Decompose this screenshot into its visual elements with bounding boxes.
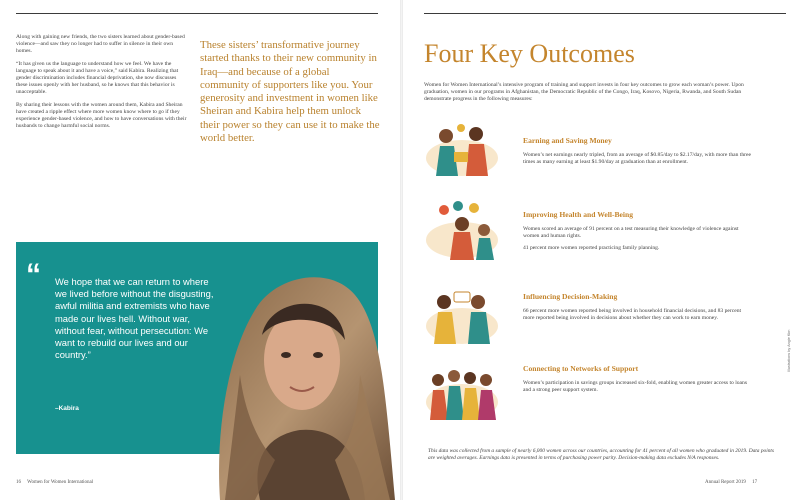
right-top-rule <box>424 13 786 14</box>
outcome-title: Influencing Decision-Making <box>523 292 618 301</box>
page-number: 17 <box>752 480 758 485</box>
women-decision-illustration <box>424 286 500 346</box>
illustration-credit: Illustrations by Angie Kim <box>787 329 791 372</box>
page-gutter <box>400 0 403 500</box>
quote-text: We hope that we can return to where we lived before without the disgusting, awful militia and extremists who have made our lives hell. Without war, without fear, without persecution: We want to rebuild our lives and our country.” <box>55 276 214 361</box>
women-earning-illustration <box>424 118 500 178</box>
women-network-illustration <box>424 362 500 422</box>
body-paragraph: By sharing their lessons with the women around them, Kabira and Sheiran have created a ripple effect where more women know where to go if they experience gender-based violence, and how to have conversations with their husbands to change harmful social norms. <box>16 101 187 130</box>
outcome-title: Connecting to Networks of Support <box>523 364 639 373</box>
outcome-paragraph: Women’s net earnings nearly tripled, from an average of $0.85/day to $2.17/day, with more than three times as many earning at least $1.90/day at graduation than at enrollment. <box>523 152 751 166</box>
left-footer <box>16 480 93 485</box>
right-footer <box>705 480 757 485</box>
org-name: Women for Women International <box>27 480 94 485</box>
women-health-illustration <box>424 200 500 260</box>
outcome-paragraph: Women scored an average of 91 percent on a test measuring their knowledge of violence against women and human rights. <box>523 226 739 240</box>
page-title: Four Key Outcomes <box>424 39 635 68</box>
outcome-title: Earning and Saving Money <box>523 136 612 145</box>
outcome-paragraph: Women’s participation in savings groups increased six-fold, enabling women greater access to loans and a strong peer support system. <box>523 380 748 394</box>
outcome-title: Improving Health and Well-Being <box>523 210 634 219</box>
left-body-column <box>16 34 188 136</box>
kabira-portrait <box>200 255 400 500</box>
outcome-text <box>523 308 753 327</box>
left-top-rule <box>16 13 378 14</box>
page-number: 16 <box>16 480 21 485</box>
intro-paragraph: Women for Women International’s intensive program of training and support invests in four key outcomes to grow each woman’s power. Upon graduation, women in our programs in Afghanistan, the Democratic Republic of the Congo, Iraq, Kosovo, Nigeria, Rwanda, and South Sudan demonstrate progress in the following measures: <box>424 82 744 103</box>
outcome-text <box>523 226 753 257</box>
report-name: Annual Report 2019 <box>705 480 746 485</box>
quote-mark-icon: “ <box>26 258 41 291</box>
body-paragraph: Along with gaining new friends, the two sisters learned about gender-based violence—and saw they no longer had to suffer in silence in their own homes. <box>16 34 185 55</box>
body-paragraph: “It has given us the language to understand how we feel. We have the language to speak about it and have a voice,” said Kabira. Realizing that gender discrimination includes financial deprivation, she now discusses these issues openly with her husband, so he knows that this behavior is unacceptable. <box>16 60 179 96</box>
outcome-text <box>523 380 753 399</box>
outcome-paragraph: 41 percent more women reported practicing family planning. <box>523 244 660 251</box>
outcome-text <box>523 152 753 171</box>
quote-attribution: –Kabira <box>55 405 79 412</box>
pull-quote: These sisters’ transformative journey started thanks to their new community in Iraq—and because of a global community of supporters like you. Your generosity and investment in women like Sheiran and Kabira help them unlock their power so they can use it to make the world better. <box>200 39 380 145</box>
data-footnote: This data was collected from a sample of nearly 6,000 women across our countries, accounting for 41 percent of all women who graduated in 2019. Data points are weighted averages. Earnings data is presented in terms of purchasing power parity. Decision-making data excludes N/A responses. <box>428 448 775 462</box>
outcome-paragraph: 66 percent more women reported being involved in household financial decisions, and 83 percent more reported being involved in decisions about whether they can work to earn money. <box>523 308 742 322</box>
